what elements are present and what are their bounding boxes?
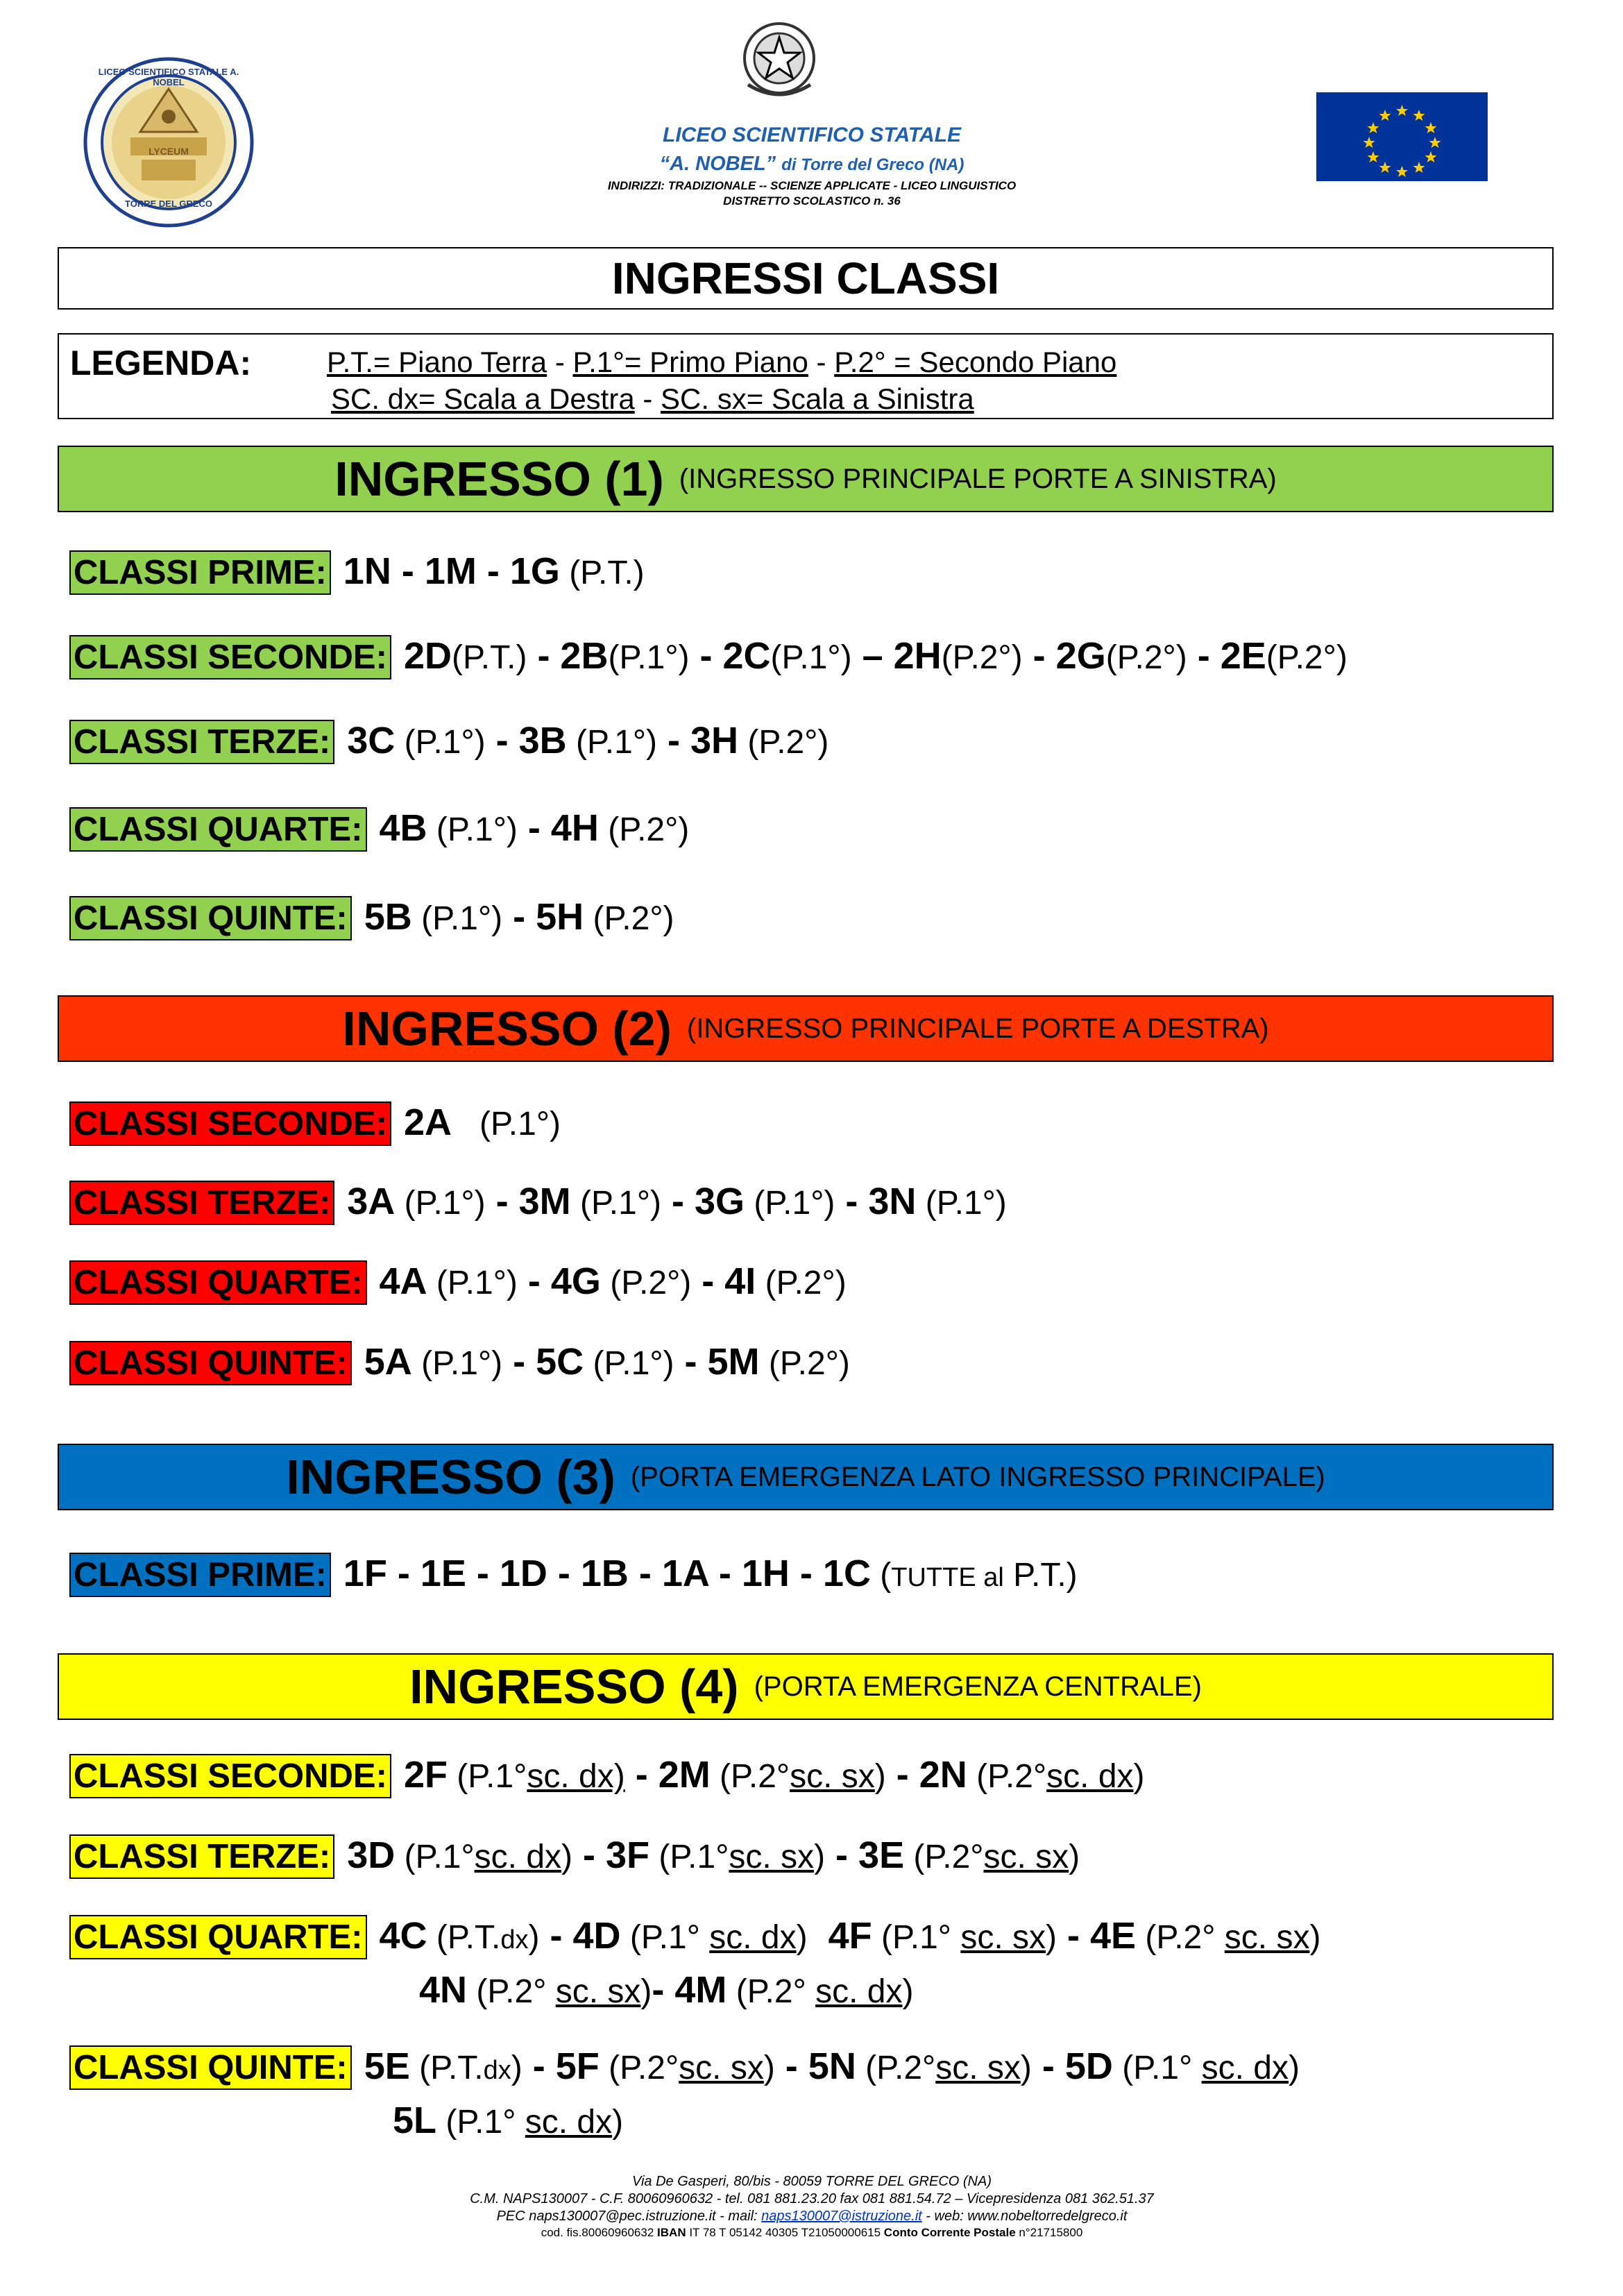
section-desc: (INGRESSO PRINCIPALE PORTE A DESTRA) (686, 1013, 1269, 1044)
row-s2-quinte (69, 1340, 850, 1385)
row-s4-quarte-cont: 4N (P.2° sc. sx ) - 4M (P.2° sc. dx ) (419, 1969, 914, 2011)
legend-box (58, 333, 1554, 419)
section-title: INGRESSO (2) (342, 1002, 672, 1056)
class-list: 5B (P.1°) - 5H (P.2°) (364, 896, 674, 938)
section-ingresso-3 (58, 1444, 1554, 1510)
class-label: CLASSI QUINTE: (69, 1341, 352, 1385)
eu-flag-icon (1316, 92, 1488, 181)
class-label: CLASSI QUARTE: (69, 1915, 367, 1959)
footer-bank: cod. fis.80060960632 IBAN IT 78 T 05142 40305 T21050000615 Conto Corrente Postale n°21715800 (541, 2226, 1083, 2239)
class-label: CLASSI SECONDE: (69, 1754, 391, 1798)
class-label: CLASSI QUINTE: (69, 896, 352, 940)
class-label: CLASSI TERZE: (69, 1181, 334, 1225)
footer-mail-link[interactable]: naps130007@istruzione.it (761, 2209, 922, 2224)
row-s4-quinte (69, 2045, 1300, 2090)
class-list: 1N - 1M - 1G (P.T.) (343, 550, 645, 592)
class-list: 5A (P.1°) - 5C (P.1°) - 5M (P.2°) (364, 1341, 850, 1383)
class-label: CLASSI SECONDE: (69, 1101, 391, 1146)
school-indirizzi: INDIRIZZI: TRADIZIONALE -- SCIENZE APPLICATE - LICEO LINGUISTICO (607, 179, 1017, 192)
row-s4-seconde (69, 1753, 1145, 1798)
class-label: CLASSI QUARTE: (69, 807, 367, 852)
row-s2-seconde (69, 1101, 561, 1146)
legend-p2: P.2° = Secondo Piano (834, 346, 1117, 378)
footer-iban: IT 78 T 05142 40305 T21050000615 (686, 2226, 881, 2239)
footer-address: Via De Gasperi, 80/bis - 80059 TORRE DEL GRECO (NA) (632, 2174, 992, 2189)
row-s4-quarte (69, 1914, 1320, 1959)
class-list: 3D (P.1°sc. dx) - 3F (P.1°sc. sx) - 3E (P.2°sc. sx) (347, 1834, 1080, 1876)
section-title: INGRESSO (4) (409, 1660, 739, 1714)
row-s2-terze (69, 1180, 1007, 1225)
row-s1-quinte (69, 895, 674, 940)
school-type: LICEO SCIENTIFICO STATALE (663, 124, 961, 146)
section-title: INGRESSO (3) (286, 1450, 615, 1504)
school-place: di Torre del Greco (NA) (781, 155, 965, 174)
row-s3-prime (69, 1552, 1078, 1597)
section-ingresso-2 (58, 995, 1554, 1062)
legend-line-stairs: SC. dx= Scala a Destra - SC. sx= Scala a Sinistra (331, 382, 974, 415)
section-title: INGRESSO (1) (334, 452, 664, 506)
school-name: “A. NOBEL” (659, 153, 776, 175)
republic-emblem-icon (734, 15, 824, 105)
section-desc: (PORTA EMERGENZA CENTRALE) (754, 1671, 1202, 1702)
footer-contacts: PEC naps130007@pec.istruzione.it - mail: naps130007@istruzione.it - web: www.nobeltorredelgreco.it (496, 2209, 1128, 2224)
section-ingresso-4 (58, 1653, 1554, 1720)
class-list: 2A (P.1°) (403, 1101, 561, 1143)
class-list: 3A (P.1°) - 3M (P.1°) - 3G (P.1°) - 3N (P.1°) (347, 1181, 1007, 1222)
section-desc: (PORTA EMERGENZA LATO INGRESSO PRINCIPALE) (630, 1461, 1325, 1492)
legend-scsx: SC. sx= Scala a Sinistra (661, 382, 974, 415)
section-desc: (INGRESSO PRINCIPALE PORTE A SINISTRA) (679, 463, 1277, 494)
class-label: CLASSI TERZE: (69, 1834, 334, 1879)
class-label: CLASSI QUARTE: (69, 1260, 367, 1305)
page-title: INGRESSI CLASSI (58, 247, 1554, 310)
class-label: CLASSI TERZE: (69, 720, 334, 764)
row-s2-quarte (69, 1260, 847, 1305)
row-s1-seconde (69, 634, 1348, 679)
logo-bottom-text: TORRE DEL GRECO (125, 199, 212, 209)
legend-line-floors: P.T.= Piano Terra - P.1°= Primo Piano - P.2° = Secondo Piano (327, 346, 1117, 378)
section-ingresso-1 (58, 446, 1554, 512)
legend-scdx: SC. dx= Scala a Destra (331, 382, 635, 415)
footer-codfis: cod. fis.80060960632 (541, 2226, 654, 2239)
row-s4-quinte-cont: 5L (P.1° sc. dx ) (393, 2100, 624, 2141)
footer-web: - web: www.nobeltorredelgreco.it (921, 2209, 1128, 2224)
legend-label: LEGENDA: (70, 344, 252, 382)
class-list: 2D(P.T.) - 2B(P.1°) - 2C(P.1°) – 2H(P.2°) - 2G(P.2°) - 2E(P.2°) (403, 635, 1348, 677)
row-s4-terze (69, 1834, 1080, 1879)
class-list: 2F (P.1°sc. dx) - 2M (P.2°sc. sx) - 2N (P.2°sc. dx) (403, 1754, 1145, 1796)
class-list: 4C (P.T.dx) - 4D (P.1° sc. dx) 4F (P.1° sc. sx) - 4E (P.2° sc. sx) (379, 1915, 1321, 1957)
footer-ccp: n°21715800 (1015, 2226, 1083, 2239)
class-list: 3C (P.1°) - 3B (P.1°) - 3H (P.2°) (347, 720, 829, 761)
row-s1-quarte (69, 807, 689, 852)
row-s1-terze (69, 719, 829, 764)
school-distretto: DISTRETTO SCOLASTICO n. 36 (723, 194, 901, 208)
class-label: CLASSI QUINTE: (69, 2045, 352, 2090)
class-list: 1F - 1E - 1D - 1B - 1A - 1H - 1C (TUTTE al P.T.) (343, 1553, 1078, 1594)
class-label: CLASSI SECONDE: (69, 635, 391, 679)
row-s1-prime (69, 550, 645, 595)
footer-codes: C.M. NAPS130007 - C.F. 80060960632 - tel. 081 881.23.20 fax 081 881.54.72 – Vicepresidenza 081 362.51.37 (470, 2191, 1154, 2206)
class-list: 4B (P.1°) - 4H (P.2°) (379, 807, 690, 849)
class-list: 4A (P.1°) - 4G (P.2°) - 4I (P.2°) (379, 1260, 847, 1302)
legend-pt: P.T.= Piano Terra (327, 346, 547, 378)
legend-p1: P.1°= Primo Piano (572, 346, 808, 378)
logo-top-text: LICEO SCIENTIFICO STATALE A. NOBEL (98, 67, 239, 87)
class-label: CLASSI PRIME: (69, 550, 331, 595)
class-list: 5E (P.T.dx) - 5F (P.2°sc. sx) - 5N (P.2°sc. sx) - 5D (P.1° sc. dx) (364, 2045, 1300, 2087)
class-label: CLASSI PRIME: (69, 1553, 331, 1597)
school-name-line (416, 153, 1207, 176)
logo-center-text: LYCEUM (148, 146, 189, 157)
